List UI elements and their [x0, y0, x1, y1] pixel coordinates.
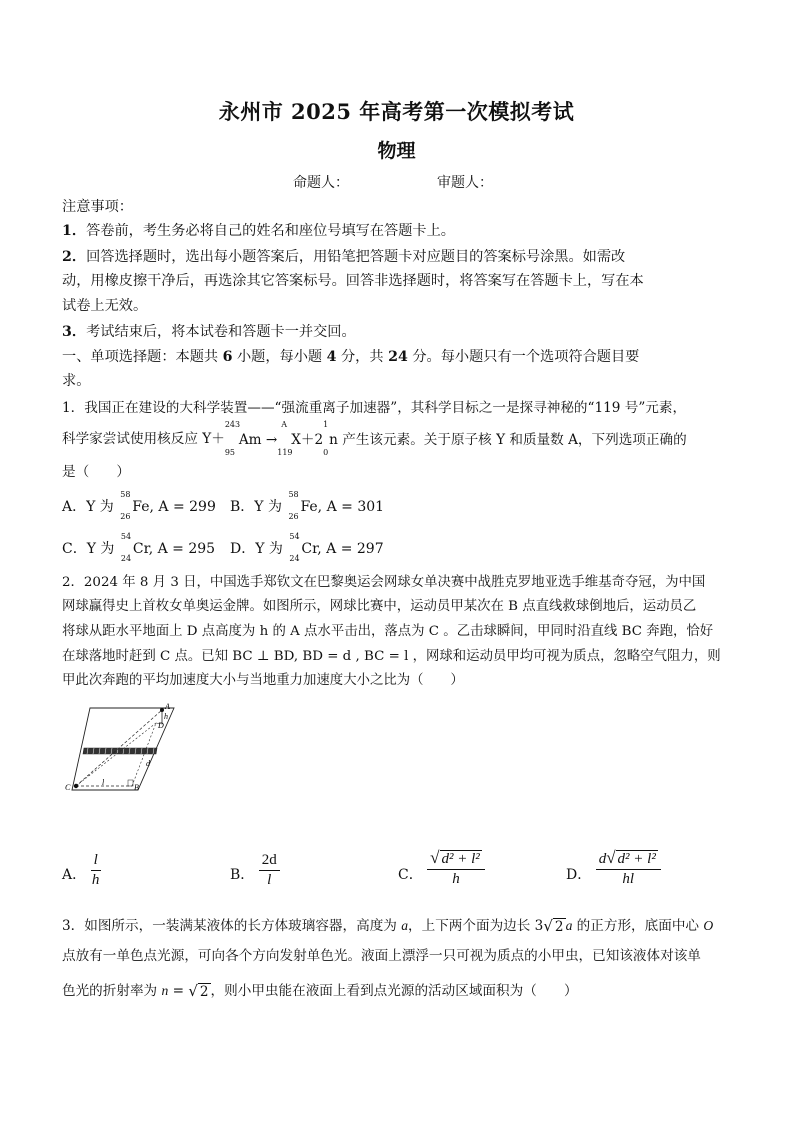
q1-option-a[interactable]: A．Y 为 58 26 Fe, A = 299 — [62, 490, 216, 521]
note-1 — [62, 220, 734, 242]
section-points: 4 — [326, 349, 337, 365]
label-d-length: d — [146, 759, 150, 768]
label-d-point: D — [158, 721, 164, 730]
q2-line5: 甲此次奔跑的平均加速度大小与当地重力加速度大小之比为（ ） — [62, 673, 464, 688]
reviewer-label: 审题人： — [437, 175, 493, 191]
q3-line2: 点放有一单色点光源，可向各个方向发射单色光。液面上漂浮一只可视为质点的小甲虫，已知该液体对该单 — [62, 948, 701, 964]
q1-option-b[interactable]: B．Y 为 58 26 Fe, A = 301 — [230, 490, 385, 521]
label-b: B — [134, 783, 139, 792]
q1-line3: 是（ ） — [62, 464, 130, 480]
label-h: h — [164, 712, 168, 721]
label-a: A — [165, 702, 170, 711]
note-2-line1: 回答选择题时，选出每小题答案后，用铅笔把答题卡对应题目的答案标号涂黑。如需改 — [86, 249, 626, 265]
note-2 — [62, 246, 734, 268]
q2-line4: 在球落地时赶到 C 点。已知 BC ⊥ BD, BD = d , BC = l ，网球和运动员甲均可视为质点，忽略空气阻力，则 — [62, 649, 721, 664]
q1-text: 科学家尝试使用核反应 Y＋ — [62, 431, 225, 447]
label-l: l — [102, 778, 105, 787]
note-2-num: 2． — [62, 249, 87, 265]
q3-line1: 3．如图所示，一装满某液体的长方体玻璃容器，高度为 a，上下两个面为边长 3 √ 2 a 的正方形，底面中心 O — [62, 917, 714, 935]
section-text: 分，共 — [336, 349, 389, 365]
element-x-nuclide: A 119 X＋2 — [277, 419, 324, 457]
q1-line2 — [62, 419, 734, 457]
q2-line1: 2．2024 年 8 月 3 日，中国选手郑钦文在巴黎奥运会网球女单决赛中战胜克罗地亚选手维基奇夺冠，为中国 — [62, 575, 706, 590]
section-1-heading — [62, 346, 734, 368]
section-count: 6 — [222, 349, 233, 365]
q2-option-b[interactable]: B． $\frac{2d}{l}$ — [230, 852, 280, 889]
label-c: C — [65, 783, 71, 792]
note-1-text: 答卷前，考生务必将自己的姓名和座位号填写在答题卡上。 — [86, 223, 455, 239]
section-text: 分。每小题只有一个选项符合题目要 — [407, 349, 640, 365]
setter-label: 命题人： — [293, 175, 349, 191]
section-text: 小题，每小题 — [232, 349, 327, 365]
q2-line3: 将球从距水平地面上 D 点高度为 h 的 A 点水平击出，落点为 C 。乙击球瞬间，甲同时沿直线 BC 奔跑，恰好 — [62, 624, 714, 639]
q1-option-d[interactable]: D．Y 为 54 24 Cr, A = 297 — [230, 532, 384, 563]
section-1-line2: 求。 — [62, 373, 91, 389]
q2-option-a[interactable]: A． $\frac{l}{h}$ — [62, 852, 100, 888]
neutron-nuclide: 1 0 n 产生该元素。关于原子核 Y 和质量数 A，下列选项正确的 — [323, 419, 687, 457]
note-3-num: 3． — [62, 324, 87, 340]
subject-title: 物理 — [377, 140, 416, 162]
q2-option-d[interactable]: D． d √ d² + l² hl — [566, 850, 661, 888]
q1-option-c[interactable]: C．Y 为 54 24 Cr, A = 295 — [62, 532, 216, 563]
tennis-court-figure — [62, 700, 192, 800]
note-3-text: 考试结束后，将本试卷和答题卡一并交回。 — [86, 324, 356, 340]
q3-line3: 色光的折射率为 n = √ 2 ，则小甲虫能在液面上看到点光源的活动区域面积为（ ） — [62, 982, 578, 1000]
notes-heading: 注意事项： — [62, 199, 133, 215]
section-text: 一、单项选择题：本题共 — [62, 349, 223, 365]
section-total: 24 — [388, 349, 408, 365]
q1-line1: 1．我国正在建设的大科学装置——“强流重离子加速器”，其科学目标之一是探寻神秘的“119 号”元素， — [62, 400, 687, 416]
americium-nuclide: 243 95 Am → — [224, 419, 278, 457]
exam-title: 永州市 2025 年高考第一次模拟考试 — [218, 99, 575, 124]
q2-line2: 网球赢得史上首枚女单奥运金牌。如图所示，网球比赛中，运动员甲某次在 B 点直线救球倒地后，运动员乙 — [62, 599, 697, 614]
note-2-line2: 动，用橡皮擦干净后，再选涂其它答案标号。回答非选择题时，将答案写在答题卡上，写在本 — [62, 273, 644, 289]
note-3 — [62, 321, 734, 343]
note-2-line3: 试卷上无效。 — [62, 298, 148, 314]
q2-option-c[interactable]: C． √ d² + l² h — [398, 850, 485, 888]
note-1-num: 1． — [62, 223, 87, 239]
